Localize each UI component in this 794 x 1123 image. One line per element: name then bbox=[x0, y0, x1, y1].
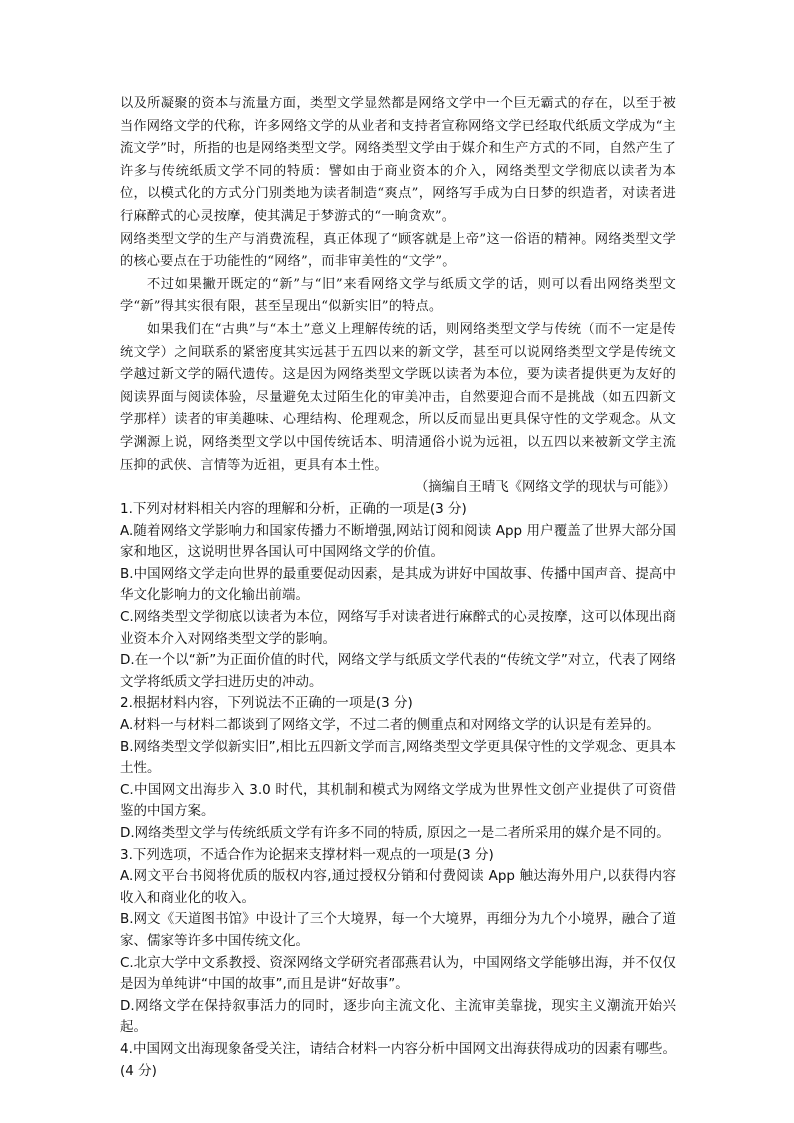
answer-option: D.在一个以“新”为正面价值的时代，网络文学与纸质文学代表的“传统文学”对立，代表了网络文学将纸质文学扫进历史的冲动。 bbox=[120, 652, 676, 690]
passage-paragraph: 以及所凝聚的资本与流量方面，类型文学显然都是网络文学中一个巨无霸式的存在，以至于被当作网络文学的代称，许多网络文学的从业者和支持者宣称网络文学已经取代纸质文学成为“主流文学”时，所指的也是网络类型文学。网络类型文学由于媒介和生产方式的不同，自然产生了许多与传统纸质文学不同的特质：譬如由于商业资本的介入，网络类型文学彻底以读者为本位，以模式化的方式分门别类地为读者制造“爽点”，网络写手成为白日梦的织造者，对读者进行麻醉式的心灵按摩，使其满足于梦游式的“一晌贪欢”。 bbox=[120, 96, 676, 224]
answer-option: C.中国网文出海步入 3.0 时代，其机制和模式为网络文学成为世界性文创产业提供了可资借鉴的中国方案。 bbox=[120, 781, 676, 820]
passage-paragraph: 如果我们在“古典”与“本土”意义上理解传统的话，则网络类型文学与传统（而不一定是传统文学）之间联系的紧密度其实远甚于五四以来的新文学，甚至可以说网络类型文学是传统文学越过新文学的隔代遗传。这是因为网络类型文学既以读者为本位，要为读者提供更为友好的阅读界面与阅读体验，尽量避免太过陌生化的审美冲击，自然要迎合而不是挑战（如五四新文学那样）读者的审美趣味、心理结构、伦理观念，所以反而显出更具保守性的文学观念。从文学渊源上说，网络类型文学以中国传统话本、明清通俗小说为远祖，以五四以来被新文学主流压抑的武侠、言情等为近祖，更具有本土性。 bbox=[120, 321, 676, 473]
answer-option: D.网络文学在保持叙事活力的同时，逐步向主流文化、主流审美靠拢，现实主义潮流开始兴起。 bbox=[120, 997, 676, 1036]
answer-option: C.网络类型文学彻底以读者为本位，网络写手对读者进行麻醉式的心灵按摩，这可以体现出商业资本介入对网络类型文学的影响。 bbox=[120, 609, 676, 647]
passage-source: （摘编自王晴飞《网络文学的现状与可能》） bbox=[414, 480, 676, 496]
answer-option: A.网文平台书阅将优质的版权内容,通过授权分销和付费阅读 App 触达海外用户,以获得内容收入和商业化的收入。 bbox=[120, 868, 676, 906]
passage-paragraph: 不过如果撇开既定的“新”与“旧”来看网络文学与纸质文学的话，则可以看出网络类型文学“新”得其实很有限，甚至呈现出“似新实旧”的特点。 bbox=[120, 276, 676, 315]
document-page bbox=[120, 93, 676, 1082]
answer-option: B.网络类型文学似新实旧”,相比五四新文学而言,网络类型文学更具保守性的文学观念、更具本土性。 bbox=[120, 738, 676, 777]
answer-option: A.材料一与材料二都谈到了网络文学，不过二者的侧重点和对网络文学的认识是有差异的。 bbox=[120, 717, 660, 734]
answer-option: D.网络类型文学与传统纸质文学有许多不同的特质, 原因之一是二者所采用的媒介是不同的。 bbox=[120, 825, 670, 841]
answer-option: B.网文《天道图书馆》中设计了三个大境界，每一个大境界，再细分为九个小境界，融合了道家、儒家等许多中国传统文化。 bbox=[120, 911, 676, 949]
reading-passage bbox=[120, 93, 676, 477]
answer-option: C.北京大学中文系教授、资深网络文学研究者邵燕君认为，中国网络文学能够出海，并不仅仅是因为单纯讲“中国的故事”,而且是讲“好故事”。 bbox=[120, 954, 676, 993]
question-stem: 2.根据材料内容，下列说法不正确的一项是(3 分) bbox=[120, 695, 413, 712]
passage-paragraph: 网络类型文学的生产与消费流程，真正体现了“顾客就是上帝”这一俗语的精神。网络类型文学的核心要点在于功能性的“网络”，而非审美性的“文学”。 bbox=[120, 231, 676, 270]
question-list bbox=[120, 499, 676, 1082]
question-stem: 4.中国网文出海现象备受关注，请结合材料一内容分析中国网文出海获得成功的因素有哪些。(4 分) bbox=[120, 1040, 676, 1079]
question-stem: 3.下列选项，不适合作为论据来支撑材料一观点的一项是(3 分) bbox=[120, 846, 494, 863]
answer-option: B.中国网络文学走向世界的最重要促动因素，是其成为讲好中国故事、传播中国声音、提高中华文化影响力的文化输出前端。 bbox=[120, 565, 676, 604]
question-stem: 1.下列对材料相关内容的理解和分析，正确的一项是(3 分) bbox=[120, 501, 467, 518]
answer-option: A.随着网络文学影响力和国家传播力不断增强,网站订阅和阅读 App 用户覆盖了世界大部分国家和地区，这说明世界各国认可中国网络文学的价值。 bbox=[120, 522, 676, 561]
